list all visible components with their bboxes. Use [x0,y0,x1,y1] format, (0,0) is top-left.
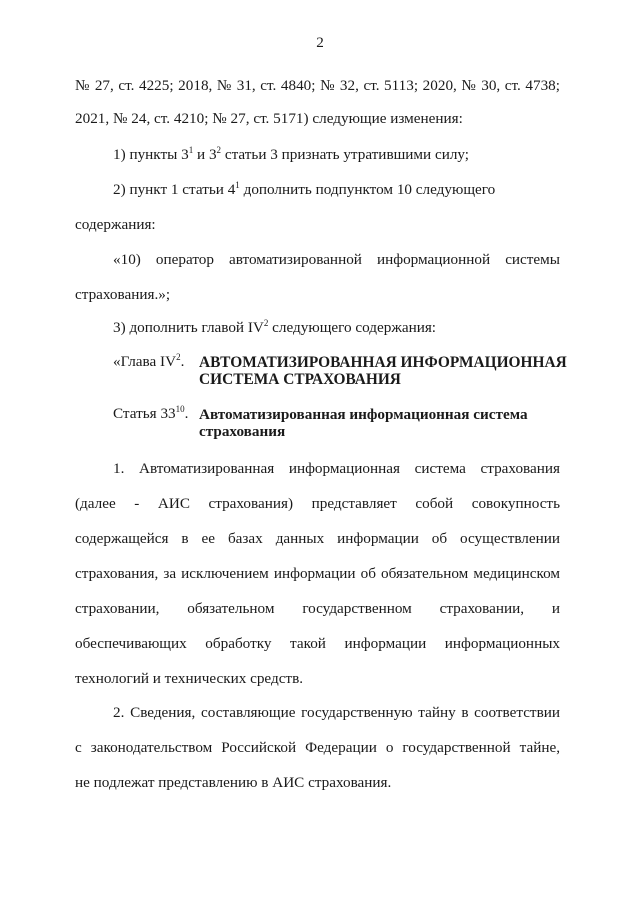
article-label-text: Статья 33 [113,405,176,422]
list-item-1 [113,145,598,165]
paragraph-1-line: страхования, за исключением информации об обязательном медицинском [75,565,560,582]
text-segment: следующего содержания: [268,319,437,336]
superscript: 1 [188,145,194,155]
list-item-3 [113,318,598,338]
text-segment: . [184,405,189,422]
chapter-title-line-1: АВТОМАТИЗИРОВАННАЯ ИНФОРМАЦИОННАЯ [199,354,567,371]
chapter-title-line-2: СИСТЕМА СТРАХОВАНИЯ [199,371,401,388]
superscript: 10 [175,404,185,414]
chapter-label-text: «Глава IV [113,353,177,370]
text-line: 2021, № 24, ст. 4210; № 27, ст. 5171) следующие изменения: [75,110,463,127]
text-segment: 3) дополнить главой IV [113,319,264,336]
paragraph-2-line: не подлежат представлению в АИС страхования. [75,774,392,791]
text-line: № 27, ст. 4225; 2018, № 31, ст. 4840; № 32, ст. 5113; 2020, № 30, ст. 4738; [75,77,560,94]
article-title-line-2: страхования [199,423,286,440]
paragraph-1-line: (далее - АИС страхования) представляет собой совокупность [75,495,560,512]
text-segment: . [180,353,185,370]
article-label [113,404,188,424]
page-number: 2 [316,34,324,51]
superscript: 2 [263,318,269,328]
text-line: содержания: [75,216,156,233]
paragraph-1-line: обеспечивающих обработку такой информации информационных [75,635,560,652]
chapter-label [113,352,184,372]
paragraph-1-line: технологий и технических средств. [75,670,304,687]
text-segment: и 3 [193,146,217,163]
paragraph-1-line: 1. Автоматизированная информационная система страхования [113,460,560,477]
superscript: 2 [176,352,181,362]
text-segment: дополнить подпунктом 10 следующего [239,181,496,198]
article-title-line-1: Автоматизированная информационная система [199,406,528,423]
text-segment: 2) пункт 1 статьи 4 [113,181,236,198]
list-item-2 [113,180,560,200]
text-segment: статьи 3 признать утратившими силу; [221,146,470,163]
superscript: 2 [216,145,222,155]
text-segment: 1) пункты 3 [113,146,189,163]
subitem-10: «10) оператор автоматизированной информационной системы [113,251,560,268]
paragraph-2-line: 2. Сведения, составляющие государственную тайну в соответствии [113,704,560,721]
text-line: страхования.»; [75,286,171,303]
paragraph-2-line: с законодательством Российской Федерации о государственной тайне, [75,739,560,756]
superscript: 1 [235,180,240,190]
paragraph-1-line: содержащейся в ее базах данных информации об осуществлении [75,530,560,547]
paragraph-1-line: страховании, обязательном государственном страховании, и [75,600,560,617]
